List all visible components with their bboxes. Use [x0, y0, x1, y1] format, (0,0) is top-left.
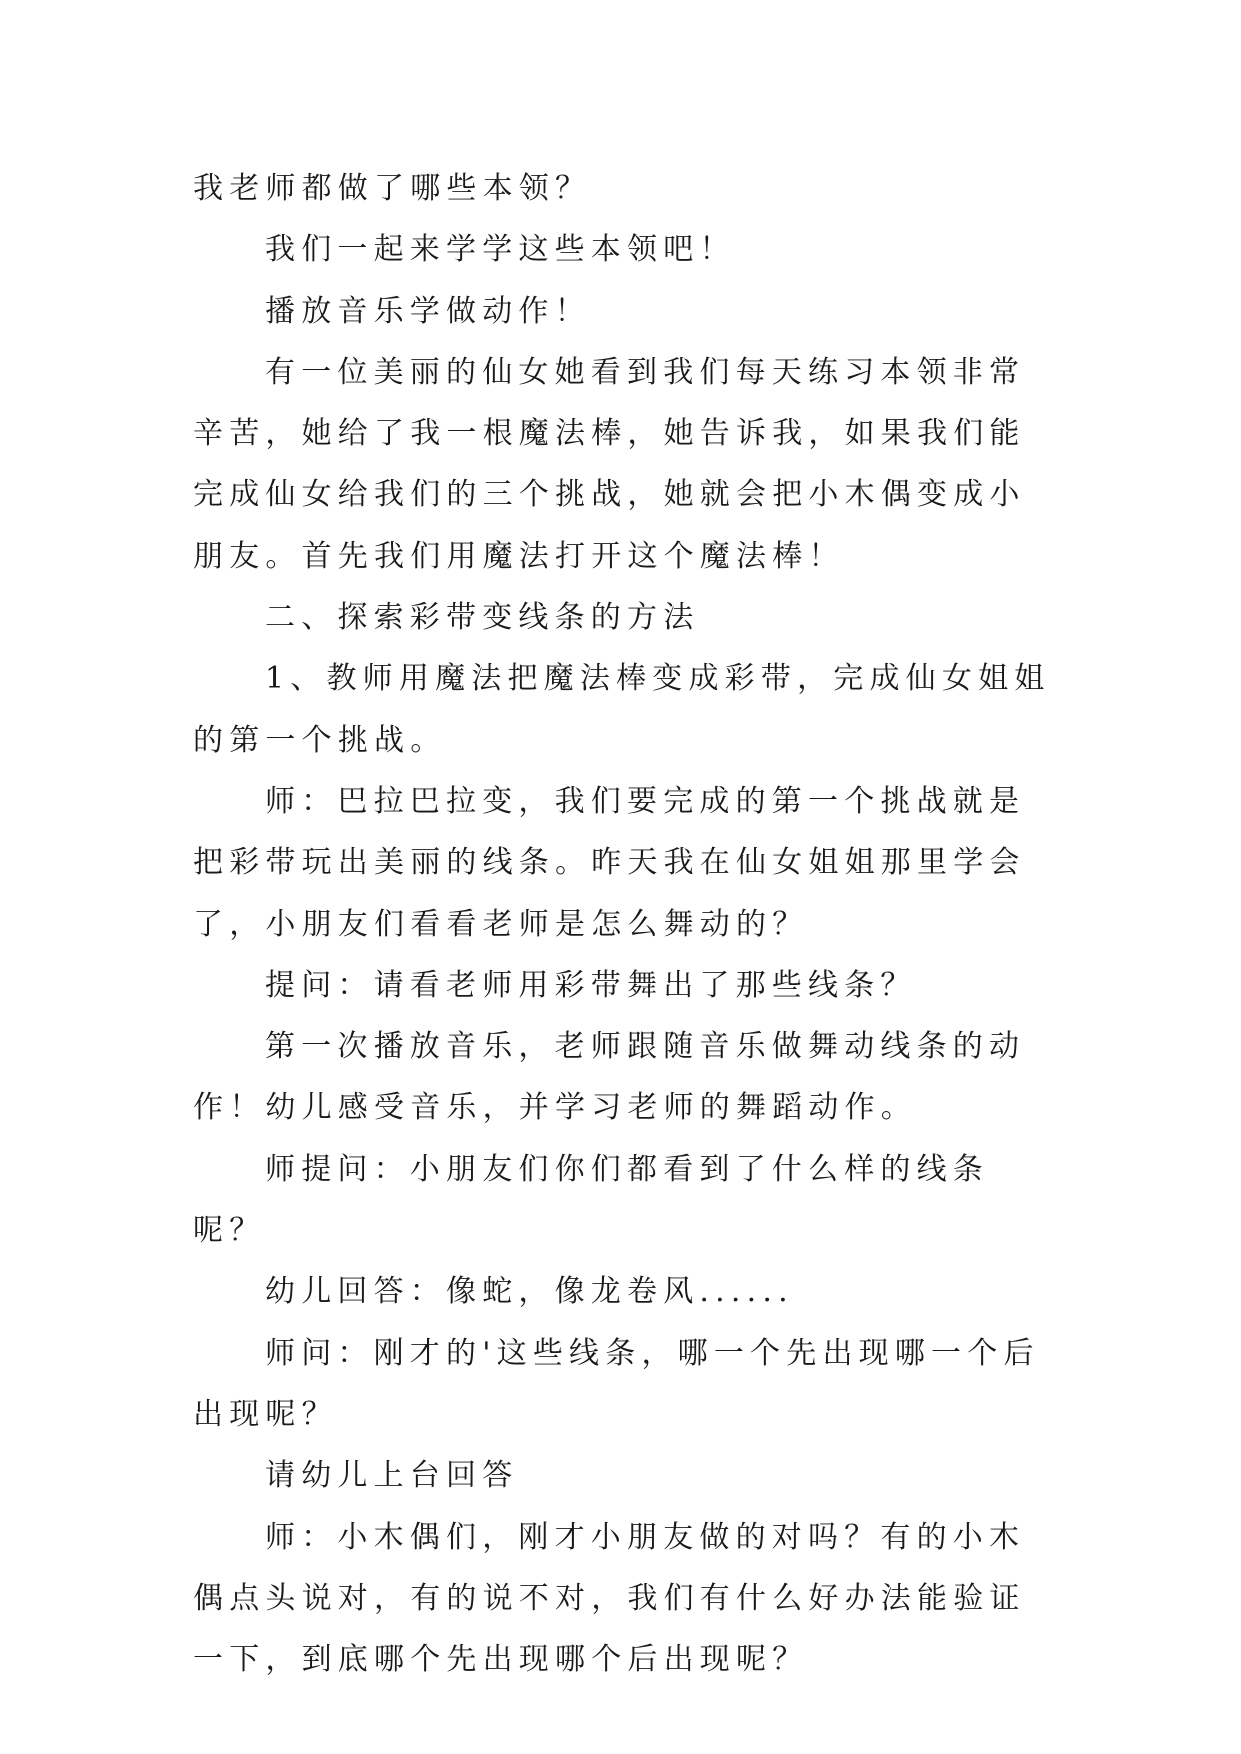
- section-heading-2: 二、探索彩带变线条的方法: [265, 600, 700, 636]
- paragraph-10: 师提问：小朋友们你们都看到了什么样的线条呢？: [193, 1151, 989, 1249]
- paragraph-6: 1、教师用魔法把魔法棒变成彩带，完成仙女姐姐的第一个挑战。: [193, 661, 1051, 758]
- paragraph-13: 请幼儿上台回答: [265, 1458, 519, 1494]
- paragraph-4: 有一位美丽的仙女她看到我们每天练习本领非常辛苦，她给了我一根魔法棒，她告诉我，如果我们能完成仙女给我们的三个挑战，她就会把小木偶变成小朋友。首先我们用魔法打开这个魔法棒！: [193, 354, 1026, 574]
- document-body: [193, 158, 1053, 1690]
- paragraph-2: 我们一起来学学这些本领吧！: [265, 232, 736, 268]
- paragraph-8: 提问：请看老师用彩带舞出了那些线条？: [265, 967, 917, 1003]
- paragraph-14: 师：小木偶们，刚才小朋友做的对吗？有的小木偶点头说对，有的说不对，我们有什么好办法能验证一下，到底哪个先出现哪个后出现呢？: [193, 1519, 1026, 1678]
- paragraph-7: 师：巴拉巴拉变，我们要完成的第一个挑战就是把彩带玩出美丽的线条。昨天我在仙女姐姐那里学会了，小朋友们看看老师是怎么舞动的？: [193, 783, 1026, 942]
- paragraph-12: 师问：刚才的'这些线条，哪一个先出现哪一个后出现呢？: [193, 1335, 1040, 1432]
- paragraph-1: 我老师都做了哪些本领？: [193, 171, 592, 206]
- paragraph-3: 播放音乐学做动作！: [265, 293, 591, 329]
- paragraph-9: 第一次播放音乐，老师跟随音乐做舞动线条的动作！幼儿感受音乐，并学习老师的舞蹈动作。: [193, 1029, 1026, 1126]
- paragraph-11: 幼儿回答：像蛇，像龙卷风......: [265, 1274, 794, 1310]
